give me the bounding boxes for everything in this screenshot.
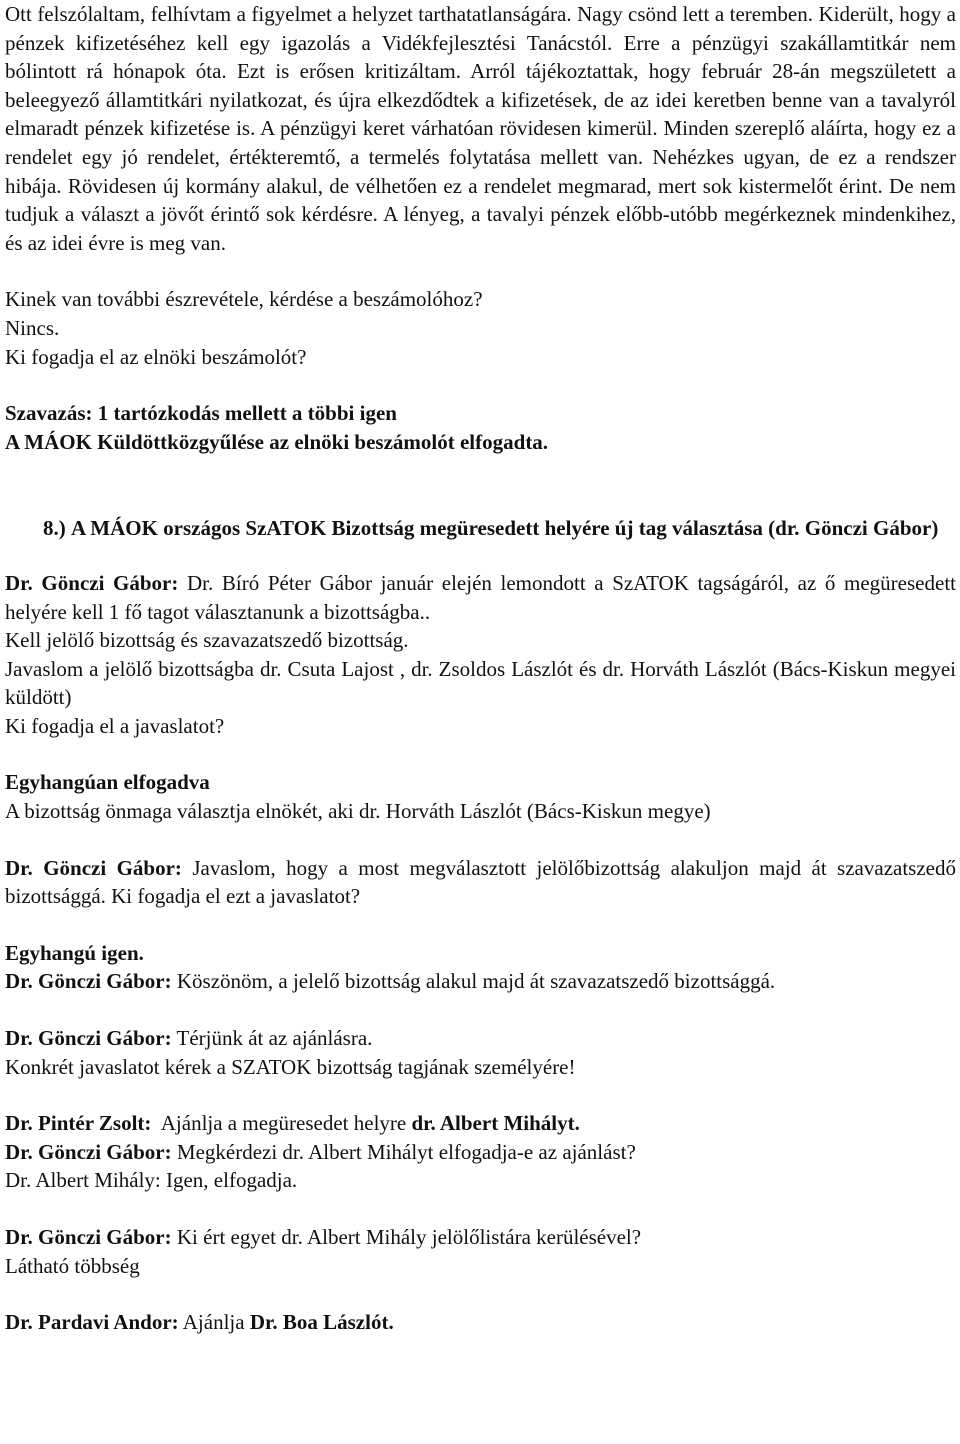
speech-7	[5, 1223, 956, 1252]
vote-result: A MÁOK Küldöttközgyűlése az elnöki beszámolót elfogadta.	[5, 429, 549, 454]
speech-5	[5, 1109, 956, 1138]
speech-2	[5, 854, 956, 911]
speech-7-result: Látható többség	[5, 1253, 140, 1278]
speaker-name: Dr. Pardavi Andor:	[5, 1310, 179, 1335]
speech-3	[5, 967, 956, 996]
speech-text: Ajánlja	[178, 1310, 250, 1335]
committee-line: A bizottság önmaga választja elnökét, aki dr. Horváth Lászlót (Bács-Kiskun megye)	[5, 799, 711, 824]
nominee-name: Dr. Boa Lászlót.	[249, 1310, 394, 1335]
speech-1	[5, 569, 956, 626]
unanimous-yes: Egyhangú igen.	[5, 940, 144, 965]
speaker-name: Dr. Gönczi Gábor:	[5, 570, 179, 595]
speech-8	[5, 1308, 956, 1337]
speech-text: Köszönöm, a jelelő bizottság alakul majd át szavazatszedő bizottsággá.	[171, 969, 776, 994]
speech-text: Javaslom, hogy a most megválasztott jelölőbizottság alakuljon majd át szavazatszedő bizottsággá. Ki fogadja el ezt a javaslatot?	[5, 855, 956, 909]
speech-1-line-4: Ki fogadja el a javaslatot?	[5, 713, 225, 738]
speaker-name: Dr. Gönczi Gábor:	[5, 1225, 172, 1249]
section-heading	[5, 514, 956, 543]
section-title: A MÁOK országos SzATOK Bizottság megüresedett helyére új tag választása (dr. Gönczi Gábor)	[71, 516, 939, 541]
speaker-name: Dr. Gönczi Gábor:	[5, 969, 172, 994]
question-accept-report: Ki fogadja el az elnöki beszámolót?	[5, 344, 307, 369]
accepted-unanimously: Egyhangúan elfogadva	[5, 770, 210, 795]
speech-text: Ajánlja a megüresedet helyre	[151, 1111, 412, 1136]
speech-text: Dr. Bíró Péter Gábor január elején lemondott a SzATOK tagságáról, az ő megüresedett helyére kell 1 fő tagot választanunk a bizottságba..	[5, 570, 956, 624]
document-page	[5, 0, 956, 1337]
speech-6	[5, 1138, 956, 1167]
speech-4	[5, 1024, 956, 1053]
speech-text: Ki ért egyet dr. Albert Mihály jelölőlistára kerülésével?	[171, 1225, 642, 1249]
speech-1-line-2: Kell jelölő bizottság és szavazatszedő bizottság.	[5, 628, 409, 653]
speech-text: Térjünk át az ajánlásra.	[171, 1026, 373, 1051]
speaker-name: Dr. Gönczi Gábor:	[5, 855, 182, 880]
speaker-name: Dr. Pintér Zsolt:	[5, 1111, 152, 1136]
speech-6-reply: Dr. Albert Mihály: Igen, elfogadja.	[5, 1168, 298, 1193]
intro-paragraph: Ott felszólaltam, felhívtam a figyelmet a helyzet tarthatatlanságára. Nagy csönd lett a teremben. Kiderült, hogy a pénzek kifizetéséhez kell egy igazolás a Vidékfejlesztési Tanácstól. Erre a pénzügyi szakállamtitkár nem bólintott rá hónapok óta. Ezt is erősen kritizáltam. Arról tájékoztattak, hogy február 28-án megszületett a beleegyező államtitkári nyilatkozat, és újra elkezdődtek a kifizetések, de az idei keretben benne van a tavalyról elmaradt pénzek kifizetése is. A pénzügyi keret várhatóan rövidesen kimerül. Minden szereplő aláírta, hogy ez a rendelet egy jó rendelet, értékteremtő, a termelés folytatása mellett van. Nehézkes ugyan, de ez a rendszer hibája. Rövidesen új kormány alakul, de vélhetően ez a rendelet megmarad, mert sok kistermelőt érint. De nem tudjuk a választ a jövőt érintő sok kérdésre. A lényeg, a tavalyi pénzek előbb-utóbb megérkeznek mindenkihez, és az idei évre is meg van.	[5, 2, 956, 255]
speech-1-line-3: Javaslom a jelölő bizottságba dr. Csuta Lajost , dr. Zsoldos Lászlót és dr. Horváth Lászlót (Bács-Kiskun megyei küldött)	[5, 656, 956, 710]
section-number: 8.)	[43, 516, 71, 541]
nominee-name: dr. Albert Mihályt.	[411, 1111, 580, 1136]
question-further-remarks: Kinek van további észrevétele, kérdése a beszámolóhoz?	[5, 287, 483, 312]
vote-line: Szavazás: 1 tartózkodás mellett a többi igen	[5, 401, 397, 426]
speaker-name: Dr. Gönczi Gábor:	[5, 1139, 172, 1164]
speech-4-line-2: Konkrét javaslatot kérek a SZATOK bizottság tagjának személyére!	[5, 1054, 576, 1079]
answer-none: Nincs.	[5, 315, 60, 340]
speaker-name: Dr. Gönczi Gábor:	[5, 1026, 172, 1051]
speech-text: Megkérdezi dr. Albert Mihályt elfogadja-e az ajánlást?	[171, 1139, 636, 1164]
